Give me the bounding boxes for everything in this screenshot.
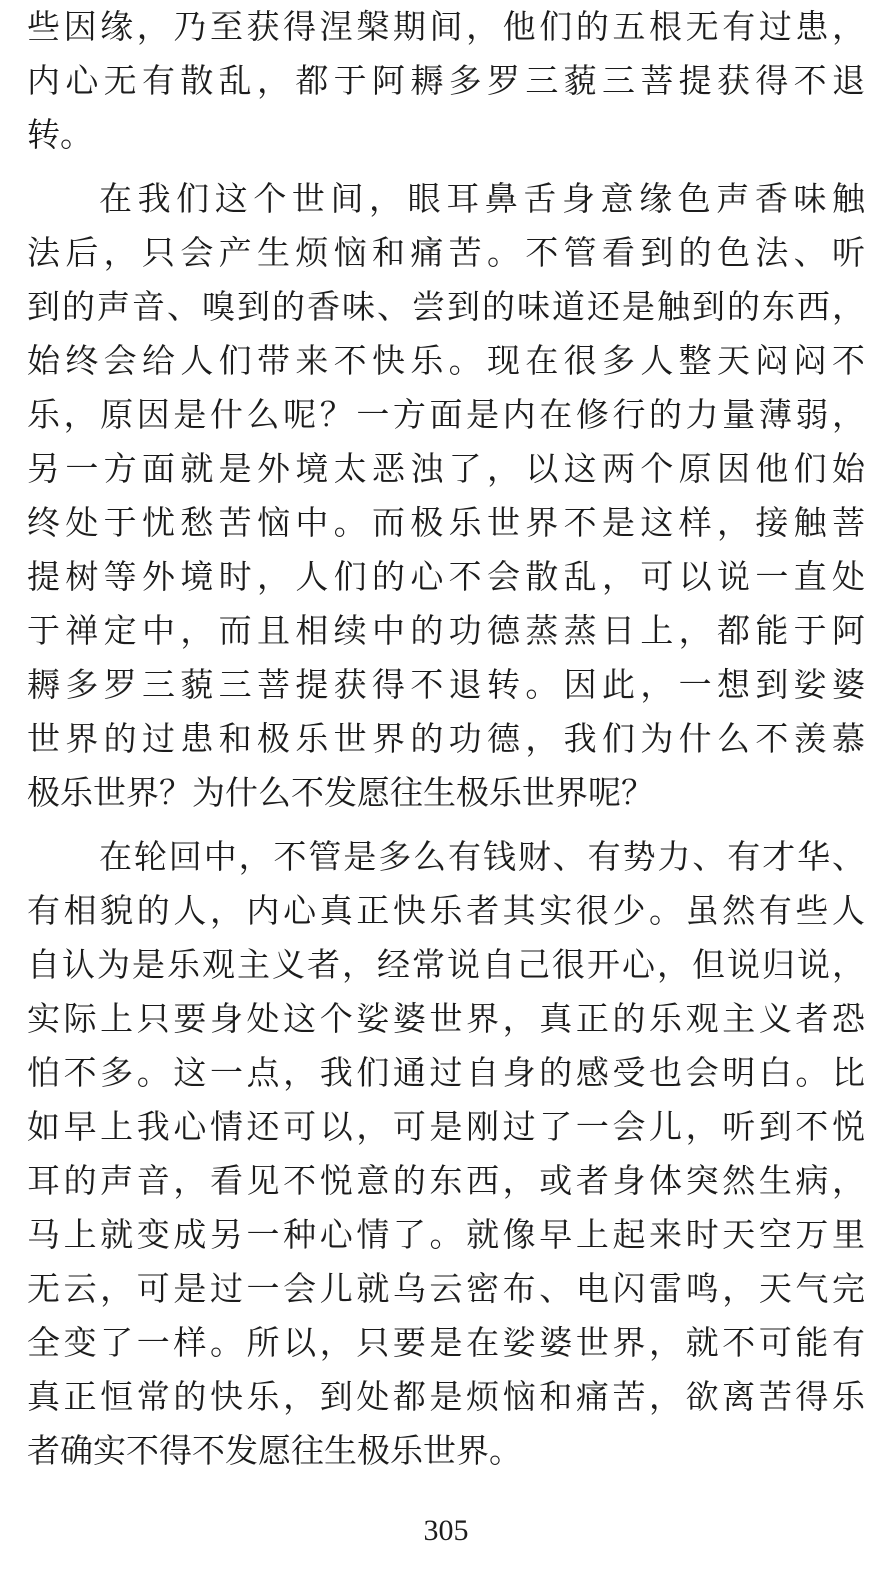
text-line: 些因缘，乃至获得涅槃期间，他们的五根无有过患， [27,7,865,46]
text-line: 者确实不得不发愿往生极乐世界。 [27,1431,522,1470]
text-line: 自认为是乐观主义者，经常说自己很开心，但说归说， [27,945,865,984]
text-line: 怕不多。这一点，我们通过自身的感受也会明白。比 [27,1053,865,1092]
text-line: 世界的过患和极乐世界的功德，我们为什么不羡慕 [27,719,865,758]
text-line: 耳的声音，看见不悦意的东西，或者身体突然生病， [27,1161,865,1200]
text-line: 在我们这个世间，眼耳鼻舌身意缘色声香味触 [99,179,865,218]
text-line: 始终会给人们带来不快乐。现在很多人整天闷闷不 [27,341,865,380]
paragraph-2 [27,172,865,820]
text-line: 到的声音、嗅到的香味、尝到的味道还是触到的东西， [27,287,865,326]
paragraph-1 [27,0,865,162]
text-line: 法后，只会产生烦恼和痛苦。不管看到的色法、听 [27,233,865,272]
text-line: 无云，可是过一会儿就乌云密布、电闪雷鸣，天气完 [27,1269,865,1308]
text-line: 耨多罗三藐三菩提获得不退转。因此，一想到娑婆 [27,665,865,704]
text-line: 如早上我心情还可以，可是刚过了一会儿，听到不悦 [27,1107,865,1146]
text-line: 乐，原因是什么呢？一方面是内在修行的力量薄弱， [27,395,865,434]
text-line: 终处于忧愁苦恼中。而极乐世界不是这样，接触菩 [27,503,865,542]
paragraph-gap [27,820,865,830]
text-line: 另一方面就是外境太恶浊了，以这两个原因他们始 [27,449,865,488]
page-body [27,0,865,1478]
text-line: 实际上只要身处这个娑婆世界，真正的乐观主义者恐 [27,999,865,1038]
text-line: 真正恒常的快乐，到处都是烦恼和痛苦，欲离苦得乐 [27,1377,865,1416]
text-line: 极乐世界？为什么不发愿往生极乐世界呢？ [27,773,654,812]
text-line: 转。 [27,115,93,154]
text-line: 在轮回中，不管是多么有钱财、有势力、有才华、 [99,837,865,876]
text-line: 于禅定中，而且相续中的功德蒸蒸日上，都能于阿 [27,611,865,650]
page-number: 305 [423,1514,469,1547]
text-line: 内心无有散乱，都于阿耨多罗三藐三菩提获得不退 [27,61,865,100]
text-line: 有相貌的人，内心真正快乐者其实很少。虽然有些人 [27,891,865,930]
text-line: 全变了一样。所以，只要是在娑婆世界，就不可能有 [27,1323,865,1362]
paragraph-gap [27,162,865,172]
paragraph-3 [27,830,865,1478]
text-line: 提树等外境时，人们的心不会散乱，可以说一直处 [27,557,865,596]
text-line: 马上就变成另一种心情了。就像早上起来时天空万里 [27,1215,865,1254]
